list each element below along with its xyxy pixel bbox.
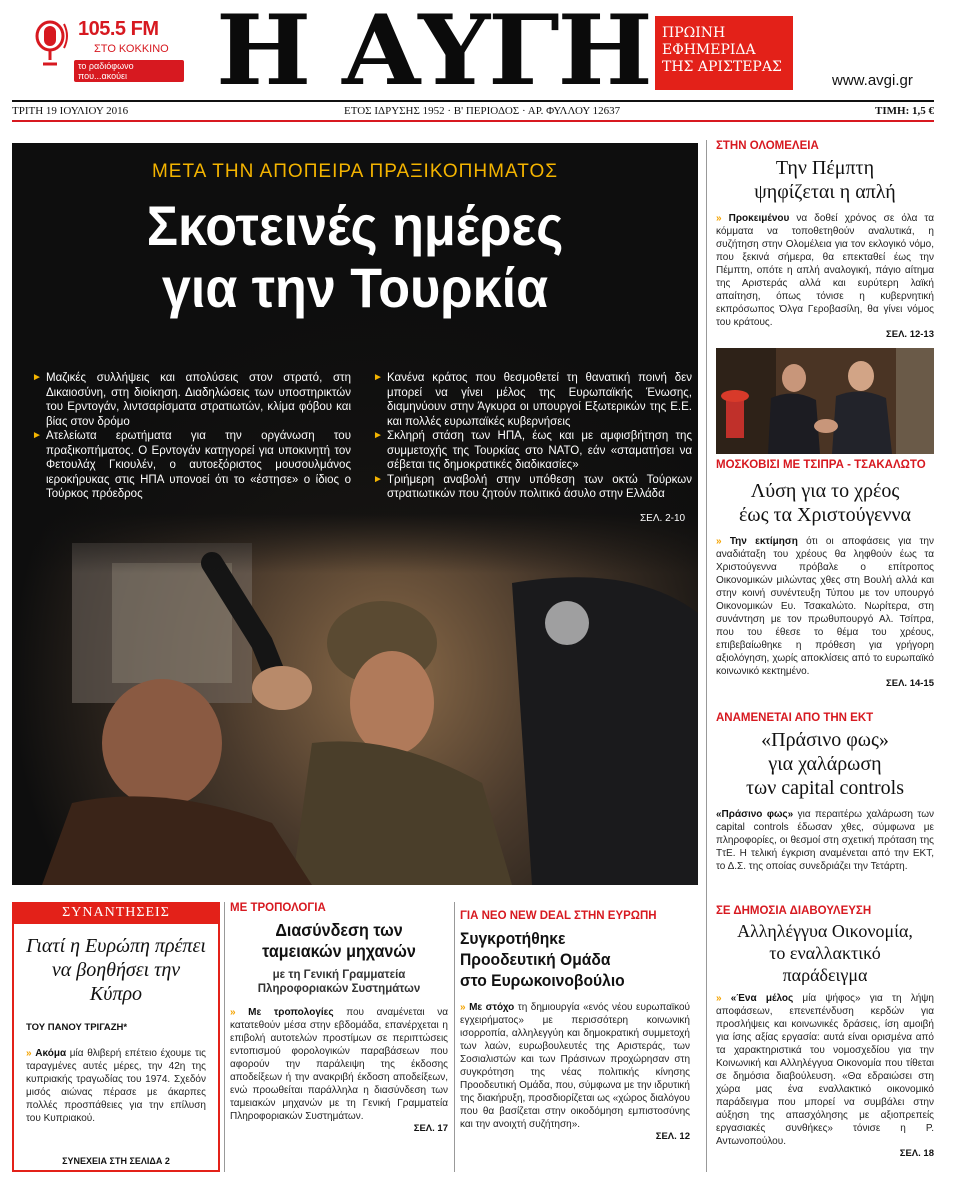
tagline-line: ΠΡΩΙΝΗ [662, 25, 726, 41]
story-kicker: ΣΤΗΝ ΟΛΟΜΕΛΕΙΑ [716, 140, 819, 152]
story-body [716, 212, 934, 329]
arrow-icon: » [26, 1048, 32, 1059]
body-text: για περαιτέρω χαλάρωση των capital controls έδωσαν χθες, σύμφωνα με πληροφορίες, οι θεσμοί στη σχετική πρόταση της ΤτΕ. Η τελική έγκριση αναμένεται από την ΕΚΤ, το Δ.Σ. της οποίας συνεδριάζει την Τετάρτη. [716, 809, 935, 872]
lead-word: Την εκτίμηση [729, 536, 798, 547]
story-headline [716, 728, 934, 800]
column-divider [454, 902, 455, 1172]
headline-line: Αλληλέγγυα Οικονομία, [737, 921, 913, 941]
column-divider [706, 140, 707, 1172]
headline-line: Προοδευτική Ομάδα [460, 950, 611, 969]
story-debt[interactable] [716, 459, 934, 689]
story-body [716, 992, 934, 1148]
headline-line: παράδειγμα [782, 965, 868, 985]
story-kicker: ΜΟΣΚΟΒΙΣΙ ΜΕ ΤΣΙΠΡΑ - ΤΣΑΚΑΛΩΤΟ [716, 459, 926, 471]
list-item: ► Μαζικές συλλήψεις και απολύσεις στον στρατό, στη Δικαιοσύνη, στη διοίκηση. Διαδηλώσεις των υποστηρικτών του Ερντογάν, λιντσαρίσματα στρατιωτών, κλίμα φόβου και βίας στον δρόμο [32, 371, 351, 429]
body-text: να δοθεί χρόνος σε όλα τα κόμματα να τοποθετηθούν αναλυτικά, η συζήτηση στην Ολομέλεια για τον εκλογικό νόμο, που ξεκινά σήμερα, θα επεκταθεί έως την Πέμπτη, οπότε η απλή αναλογική, πάγιο αίτημα της Αριστεράς αλλά και ευρύτερη λαϊκή απαίτηση, όπως τόνισε η κυβερνητική εκπρόσωπος Όλγα Γεροβασίλη, θα γίνει νόμος του κράτους. [716, 213, 934, 328]
list-item: ► Κανένα κράτος που θεσμοθετεί τη θανατική ποινή δεν μπορεί να γίνει μέλος της Ευρωπαϊκής Ένωσης, διαμηνύουν στην Άγκυρα οι υπουργοί Εξωτερικών της Ε.Ε. και πολλές ευρωπαϊκές κυβερνήσεις [373, 371, 692, 429]
headline-line: έως τα Χριστούγεννα [739, 504, 911, 526]
tagline-line: ΕΦΗΜΕΡΙΔΑ [662, 42, 756, 58]
arrow-icon: » [716, 213, 722, 224]
lead-kicker: ΜΕΤΑ ΤΗΝ ΑΠΟΠΕΙΡΑ ΠΡΑΞΙΚΟΠΗΜΑΤΟΣ [151, 161, 559, 182]
story-kicker: ΣΕ ΔΗΜΟΣΙΑ ΔΙΑΒΟΥΛΕΥΣΗ [716, 905, 872, 917]
column-divider [224, 902, 225, 1172]
story-subheadline [230, 968, 448, 996]
tsipras-moscovici-photo [716, 348, 934, 454]
lead-bullets [32, 371, 692, 502]
lead-word: «Ένα μέλος [730, 993, 794, 1004]
arrow-icon: » [460, 1002, 466, 1013]
subheadline-line: Πληροφοριακών Συστημάτων [257, 983, 421, 995]
price: ΤΙΜΗ: 1,5 € [875, 105, 934, 117]
radio-name: ΣΤΟ ΚΟΚΚΙΝΟ [94, 43, 169, 55]
headline-line: Την Πέμπτη [775, 157, 875, 179]
story-solidarity-economy[interactable] [716, 905, 934, 1159]
lead-word: Ακόμα [35, 1048, 67, 1059]
microphone-icon [34, 20, 72, 68]
headline-line: «Πράσινο φως» [761, 729, 889, 751]
page-ref: ΣΕΛ. 12 [655, 1131, 690, 1142]
body-text: τη δημιουργία «ενός νέου ευρωπαϊκού εγχειρήματος» με περισσότερη κοινωνική ισορροπία, αλληλεγγύη και δημοκρατική συμμετοχή των λαών, ευρωβουλευτές της Αριστεράς, των Σοσιαλιστών και των Πράσινων προχώρησαν στη συγκρότηση της νέας πολιτικής κίνησης Προοδευτική Ομάδα, που, σύμφωνα με την ιδρυτική της διακήρυξη, προσδιορίζεται ως «χώρος διαλόγου που θα βασίζεται στην οικοδόμηση εμπιστοσύνης και την ανοιχτή συζήτηση». [460, 1002, 690, 1130]
subheadline-line: με τη Γενική Γραμματεία [272, 969, 406, 981]
website-link[interactable]: www.avgi.gr [832, 72, 913, 89]
body-text: που αναμένεται να κατατεθούν μέσα στην εβδομάδα, επανέρχεται η επιβολή αυτοτελών προστίμων σε περιπτώσεις εντοπισμού φορολογικών παραβάσεων που αφορούν την παράλειψη της έκδοσης αποδείξεων ή την ανακριβή έκδοση αποδείξεων, ενώ προωθείται παράλληλα η διασύνδεση των ταμειακών μηχανών με τη Γενική Γραμματεία Πληροφοριακών Συστημάτων. [230, 1007, 448, 1122]
radio-ad[interactable] [34, 18, 184, 81]
lead-word: «Πράσινο φως» [716, 809, 794, 820]
arrow-icon: » [716, 536, 722, 547]
lead-headline[interactable] [36, 195, 674, 319]
story-electoral-law[interactable] [716, 140, 934, 340]
radio-slogan: το ραδιόφωνο που...ακούει [74, 60, 184, 82]
story-kicker: ΓΙΑ ΝΕΟ NEW DEAL ΣΤΗΝ ΕΥΡΩΠΗ [460, 910, 657, 922]
tagline-line: ΤΗΣ ΑΡΙΣΤΕΡΑΣ [662, 59, 782, 75]
lead-headline-line: Σκοτεινές ημέρες [146, 194, 564, 257]
story-cash-registers[interactable] [230, 902, 448, 1134]
story-headline [460, 928, 672, 991]
body-text: μία ψήφος» για τη λήψη αποφάσεων, επενεπένδυση κερδών για προσλήψεις και κοινωνικές δράσεις, ίση αμοιβή για ίσης αξίας εργασία: αυτά είναι ορισμένα από τα χαρακτηριστικά του νομοσχεδίου για την Κοινωνική και Αλληλέγγυα Οικονομία που τίθεται σε δημόσια διαβούλευση. «Θα εδραιώσει στη χώρα μας ένα εναλλακτικό οικονομικό παράδειγμα που μπορεί να συμβάλει στην αύξηση της απασχόλησης με αξιοπρεπείς εργασιακές συνθήκες» τόνισε η Ρ. Αντωνοπούλου. [716, 993, 934, 1147]
headline-line: ταμειακών μηχανών [262, 941, 416, 961]
headline-line: Συγκροτήθηκε [460, 929, 566, 948]
story-kicker: ΜΕ ΤΡΟΠΟΛΟΓΙΑ [230, 902, 326, 914]
story-body [460, 1001, 690, 1131]
headline-line: των capital controls [746, 777, 904, 799]
continued-link[interactable]: ΣΥΝΕΧΕΙΑ ΣΤΗ ΣΕΛΙΔΑ 2 [62, 1156, 170, 1166]
lead-word: Με τροπολογίες [248, 1007, 334, 1018]
list-item: ► Ατελείωτα ερωτήματα για την οργάνωση του πραξικοπήματος. Ο Ερντογάν κατηγορεί για υποκινητή τον Φετουλάχ Γκιουλέν, ο αυτοεξόριστος μουσουλμάνος ιεροκήρυκας στις ΗΠΑ υπονοεί ότι το «έστησε» ο ίδιος ο Τούρκος πρόεδρος [32, 429, 351, 502]
headline-line: ψηφίζεται η απλή [754, 181, 896, 203]
masthead [0, 0, 960, 107]
story-headline [716, 479, 934, 527]
page-ref: ΣΕΛ. 17 [413, 1123, 448, 1134]
list-item: ► Τριήμερη αναβολή στην υπόθεση των οκτώ Τούρκων στρατιωτικών που ζητούν πολιτικό άσυλο στην Ελλάδα [373, 473, 692, 502]
story-body [230, 1006, 448, 1123]
story-body [716, 535, 934, 678]
issue-date: ΤΡΙΤΗ 19 ΙΟΥΛΙΟΥ 2016 [12, 105, 129, 117]
newspaper-logo: Η ΑΥΓΗ [216, 0, 651, 107]
dateline [12, 100, 934, 122]
lead-story[interactable] [12, 143, 698, 885]
story-capital-controls[interactable] [716, 712, 934, 873]
lead-word: Με στόχο [469, 1002, 515, 1013]
page-ref: ΣΕΛ. 14-15 [886, 678, 934, 689]
arrow-icon: » [716, 993, 722, 1004]
lead-page-ref: ΣΕΛ. 2-10 [640, 513, 686, 524]
body-text: ότι οι αποφάσεις για την αναδιάταξη του χρέους θα ληφθούν έως τα Χριστούγεννα πρόβαλε ο επίτροπος Οικονομικών μιλώντας χθες στη Βουλή αλλά και στην κοινή συνέντευξη Τύπου με τον υπουργό Οικονομικών Ευ. Τσακαλώτο. Νωρίτερα, στη συνάντηση με τον πρωθυπουργό Αλ. Τσίπρα, που του έθεσε το θέμα του χρέους, επιβεβαίωθηκε η πρόθεση για γρήγορη αξιολόγηση, χωρίς αποκλίσεις από το ευρωπαϊκό κοινωνικό κεκτημένο. [716, 536, 934, 677]
opinion-headline: Γιατί η Ευρώπη πρέπει να βοηθήσει την Κύπρο [26, 935, 206, 1005]
section-bar: ΣΥΝΑΝΤΗΣΕΙΣ [12, 902, 220, 924]
story-body [26, 1047, 206, 1125]
headline-line: Διασύνδεση των [275, 920, 403, 940]
headline-line: για χαλάρωση [768, 753, 882, 775]
list-item: ► Σκληρή στάση των ΗΠΑ, έως και με αμφισβήτηση της συμμετοχής της Τουρκίας στο ΝΑΤΟ, εάν «σταματήσει να σέβεται τις δημοκρατικές διαδικασίες» [373, 429, 692, 473]
story-kicker: ΑΝΑΜΕΝΕΤΑΙ ΑΠΟ ΤΗΝ ΕΚΤ [716, 712, 874, 724]
tagline-box [655, 16, 793, 90]
lead-headline-line: για την Τουρκία [161, 256, 549, 319]
story-progressive-group[interactable] [460, 910, 690, 1142]
issue-number: ΕΤΟΣ ΙΔΡΥΣΗΣ 1952 · Β' ΠΕΡΙΟΔΟΣ · ΑΡ. ΦΥΛΛΟΥ 12637 [344, 105, 621, 117]
body-text: μία θλιβερή επέτειο έχουμε τις ταραγμένες αυτές μέρες, την 42η της κυπριακής τραγωδίας του 1974. Σχεδόν μισός αιώνας πέρασε με άκαρπες πολλές προσπάθειες για την επίλυση του Κυπριακού. [26, 1048, 206, 1124]
story-headline [239, 920, 440, 962]
byline: ΤΟΥ ΠΑΝΟΥ ΤΡΙΓΑΖΗ* [26, 1022, 128, 1033]
story-body [716, 808, 934, 873]
opinion-box[interactable] [12, 902, 220, 1172]
arrow-icon: » [230, 1007, 236, 1018]
story-headline [716, 920, 934, 986]
headline-line: Λύση για το χρέος [750, 480, 900, 502]
page-ref: ΣΕΛ. 12-13 [886, 329, 934, 340]
lead-word: Προκειμένου [728, 213, 790, 224]
page-ref: ΣΕΛ. 18 [899, 1148, 934, 1159]
radio-frequency: 105.5 FM [78, 18, 159, 40]
story-headline [716, 156, 934, 204]
headline-line: στο Ευρωκοινοβούλιο [460, 971, 625, 990]
headline-line: το εναλλακτικό [769, 943, 881, 963]
